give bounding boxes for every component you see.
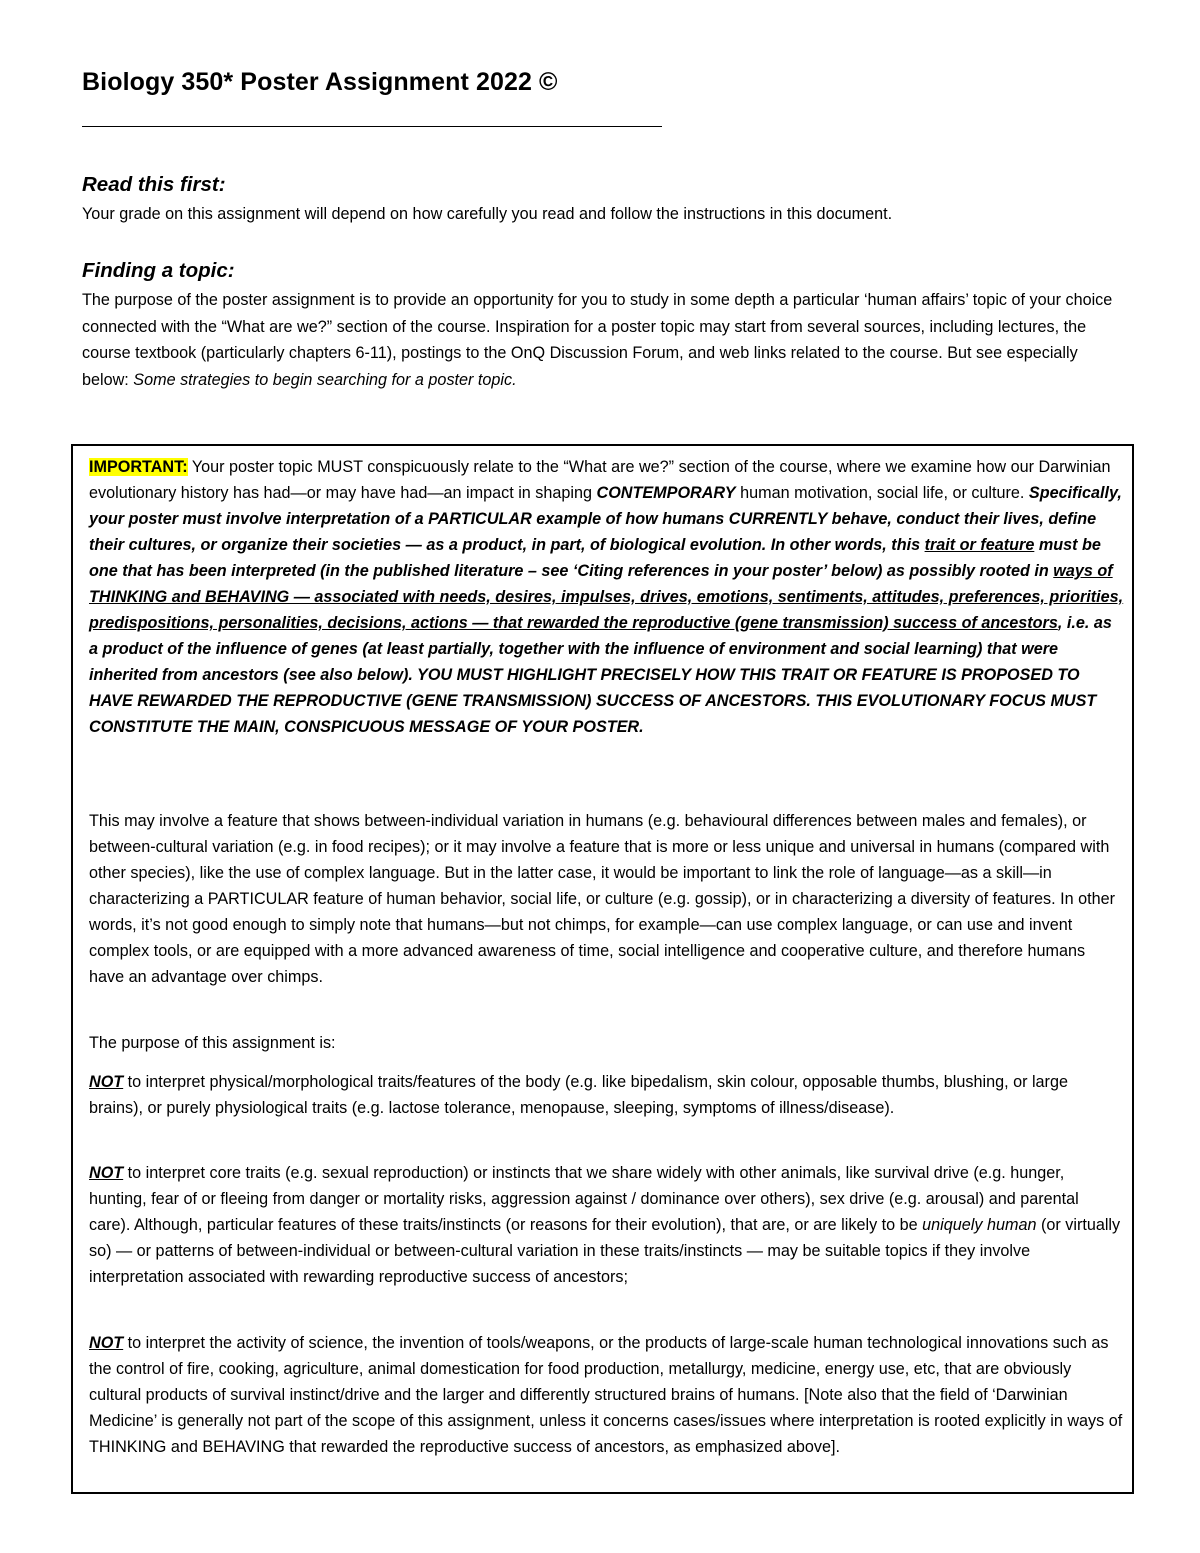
not-label: NOT: [89, 1334, 124, 1352]
important-text-e: trait or feature: [924, 536, 1035, 554]
important-text-d: Specifically, your poster must involve interpretation of a PARTICULAR example of how humans CURRENTLY behave, conduct their lives, define their cultures, or organize their societies — as a product, in part, of biological evolution. In other words, this: [89, 484, 1122, 554]
important-box: [71, 444, 1134, 1494]
important-text-f: must be one that has been interpreted (in the published literature – see ‘Citing references in your poster’ below) as possibly rooted in: [89, 536, 1101, 580]
important-label: IMPORTANT:: [89, 458, 188, 476]
finding-topic-text: [82, 287, 1127, 393]
purpose-lead: The purpose of this assignment is:: [89, 1034, 336, 1052]
title-underline: [82, 126, 662, 127]
variation-paragraph: This may involve a feature that shows between-individual variation in humans (e.g. behavioural differences between males and females), or between-cultural variation (e.g. in food recipes); or it may involve a feature that is more or less unique and universal in humans (compared with other species), like the use of complex language. But in the latter case, it would be important to link the role of language—as a skill—in characterizing a PARTICULAR feature of human behavior, social life, or culture (e.g. gossip), or in characterizing a diversity of features. In other words, it’s not good enough to simply note that humans—but not chimps, for example—can use complex language, or can use and invent complex tools, or are equipped with a more advanced awareness of time, social intelligence and cooperative culture, and therefore humans have an advantage over chimps.: [89, 812, 1115, 986]
not-science-text: to interpret the activity of science, the invention of tools/weapons, or the products of large-scale human technological innovations such as the control of fire, cooking, agriculture, animal domestication for food production, metallurgy, medicine, energy use, etc, that are obviously cultural products of survival instinct/drive and the larger and differently structured brains of humans. [Note also that the field of ‘Darwinian Medicine’ is generally not part of the scope of this assignment, unless it concerns cases/issues where interpretation is rooted explicitly in ways of THINKING and BEHAVING that rewarded the reproductive success of ancestors, as emphasized above].: [89, 1334, 1123, 1456]
not-core-text-b: uniquely human: [922, 1216, 1037, 1234]
document-title: Biology 350* Poster Assignment 2022 ©: [82, 68, 558, 96]
not-core-text-c: (or virtually so) — or patterns of between-individual or between-cultural variation in these traits/instincts — may be suitable topics if they involve interpretation associated with rewarding reproductive success of ancestors;: [89, 1216, 1121, 1286]
not-label: NOT: [89, 1073, 124, 1091]
important-text-a: Your poster topic MUST conspicuously relate to the “What are we?” section of the course, where we examine how our Darwinian evolutionary history has had—or may have had—an impact in shaping: [89, 458, 1111, 502]
not-science-paragraph: [89, 1330, 1124, 1460]
not-physical-text: to interpret physical/morphological traits/features of the body (e.g. like bipedalism, skin colour, opposable thumbs, blushing, or large brains), or purely physiological traits (e.g. lactose tolerance, menopause, sleeping, symptoms of illness/disease).: [89, 1073, 1068, 1117]
finding-topic-body: The purpose of the poster assignment is to provide an opportunity for you to study in some depth a particular ‘human affairs’ topic of your choice connected with the “What are we?” section of the course. Inspiration for a poster topic may start from several sources, including lectures, the course textbook (particularly chapters 6-11), postings to the OnQ Discussion Forum, and web links related to the course. But see especially below:: [82, 291, 1113, 389]
finding-topic-italic-ref: Some strategies to begin searching for a poster topic.: [133, 370, 517, 389]
read-first-heading: Read this first:: [82, 173, 226, 196]
finding-topic-heading: Finding a topic:: [82, 259, 235, 282]
read-first-text: Your grade on this assignment will depend on how carefully you read and follow the instructions in this document.: [82, 205, 893, 223]
important-text-g: ways of THINKING and BEHAVING — associated with needs, desires, impulses, drives, emotions, sentiments, attitudes, preferences, priorities, predispositions, personalities, decisions, actions — that rewarded the reproductive (gene transmission) success of ancestors: [89, 562, 1124, 632]
not-label: NOT: [89, 1164, 124, 1182]
not-core-traits-paragraph: [89, 1160, 1124, 1290]
important-text-b: CONTEMPORARY: [596, 484, 736, 502]
not-core-text-a: to interpret core traits (e.g. sexual reproduction) or instincts that we share widely with other animals, like survival drive (e.g. hunger, hunting, fear of or fleeing from danger or mortality risks, aggression against / dominance over others), sex drive (e.g. arousal) and parental care). Although, particular features of these traits/instincts (or reasons for their evolution), that are, or are likely to be: [89, 1164, 1079, 1234]
important-text-c: human motivation, social life, or culture.: [735, 484, 1029, 502]
important-text-h: , i.e. as a product of the influence of genes (at least partially, together with the influence of environment and social learning) that were inherited from ancestors (see also below). YOU MUST HIGHLIGHT PRECISELY HOW THIS TRAIT OR FEATURE IS PROPOSED TO HAVE REWARDED THE REPRODUCTIVE (GENE TRANSMISSION) SUCCESS OF ANCESTORS. THIS EVOLUTIONARY FOCUS MUST CONSTITUTE THE MAIN, CONSPICUOUS MESSAGE OF YOUR POSTER.: [89, 614, 1112, 736]
important-paragraph: [89, 454, 1124, 740]
not-physical-paragraph: [89, 1069, 1124, 1121]
